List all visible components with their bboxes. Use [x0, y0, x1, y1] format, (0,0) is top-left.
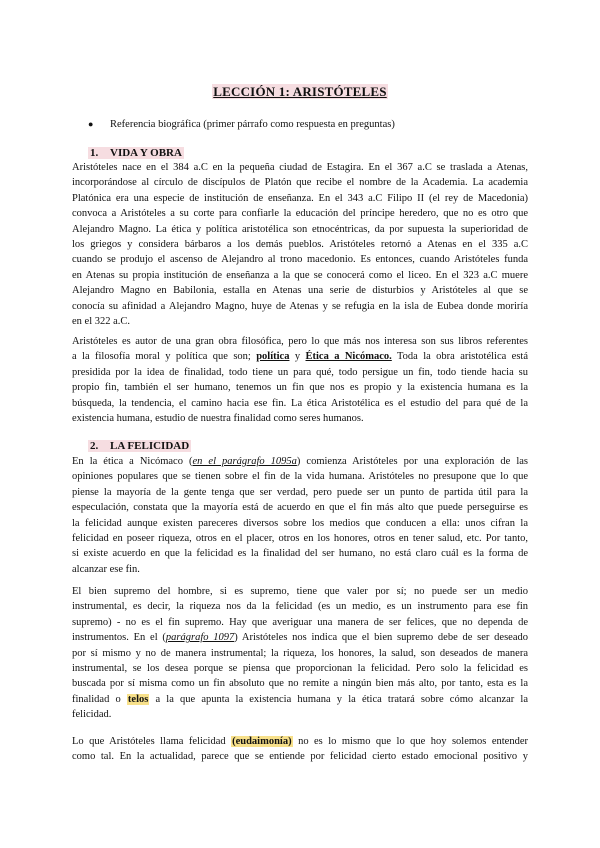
text-line: búsqueda, la tendencia, el camino hacia ese fin. La ética Aristotélica es el estudio del para qué de la — [72, 397, 528, 409]
text-fragment: instrumentos. — [72, 632, 129, 644]
text-fragment: y — [289, 351, 306, 363]
bullet-text: Referencia biográfica (primer párrafo como respuesta en preguntas) — [110, 119, 395, 130]
text-line: supremo) - no es el fin supremo. Hay que averiguar una manera de ser felices, que no dependa de — [72, 616, 528, 628]
text-line: felicidad. — [72, 709, 112, 721]
section-heading-vida-y-obra — [88, 147, 184, 159]
text-fragment: Lo que Aristóteles llama felicidad — [72, 736, 232, 747]
text-line: en el 322 a.C. — [72, 315, 131, 327]
text-line: instrumental, es decir, la riqueza nos da la felicidad (es un medio, es un instrumento para ese fin — [72, 601, 528, 613]
text-line: Alejandro Magno en Babilonia, estalla en Atenas una serie de disturbios y Aristóteles al que se — [72, 285, 528, 297]
text-line: presidida por la idea de finalidad, todo tiene un para qué, todo persigue un fin, todo tiende hacia su — [72, 366, 528, 378]
text-fragment: En el ( — [128, 632, 166, 644]
paragraph-vida — [72, 160, 528, 329]
text-fragment: ) comienza Aristóteles por una exploración de las — [296, 456, 528, 467]
text-fragment: a la filosofía moral y política que son; — [72, 351, 257, 363]
text-line: en Atenas su propia institución de enseñanza a la que se conocerá como el liceo. En el 323 a.C muere — [72, 269, 528, 281]
paragraph-eudaimonia — [72, 734, 528, 765]
text-line: existencia humana, estudio de nuestra finalidad como seres humanos. — [72, 412, 364, 424]
text-fragment: no es lo mismo que lo que hoy solemos entender — [292, 736, 528, 747]
highlight-eudaimonia: (eudaimonía) — [232, 736, 292, 747]
book-title-politica: política — [256, 351, 290, 363]
reference-1097: parágrafo 1097 — [165, 632, 235, 644]
text-fragment: finalidad o — [72, 693, 127, 705]
text-line: si existe acuerdo en que la felicidad es la finalidad del ser humano, no está claro cuál es la forma de — [72, 548, 528, 560]
text-line: especulación, constata que la mayoría está de acuerdo en que el fin más alto que puede perseguirse es — [72, 502, 528, 514]
text-line-with-reference — [72, 454, 528, 469]
text-fragment: ) Aristóteles nos indica que el bien supremo debe de ser deseado — [234, 632, 528, 644]
text-line: Aristóteles es autor de una gran obra filosófica, pero lo que más nos interesa son sus libros referentes — [72, 336, 528, 347]
paragraph-bien-supremo — [72, 584, 528, 723]
text-line-with-reference — [72, 630, 528, 645]
section-heading-felicidad — [88, 440, 191, 452]
text-line: felicidad en poseer riqueza, otros en el placer, otros en los honores, otros en tener salud, etc. Por tanto, — [72, 532, 528, 544]
text-line: opiniones populares que se tienen sobre el fin de la vida humana. Aristóteles no presupone que lo que — [72, 471, 528, 483]
bullet-icon: ● — [88, 119, 94, 129]
section-label: LA FELICIDAD — [110, 440, 190, 452]
book-title-etica: Ética a Nicómaco. — [305, 351, 392, 363]
text-line: incorporándose al círculo de discípulos de Platón que recibe el nombre de la Academia. La academia — [72, 177, 528, 189]
text-line: cuando se produjo el ascenso de Alejandro al trono macedonio. Es entonces, cuando Aristóteles funda — [72, 254, 528, 266]
text-line: como tal. En la actualidad, parece que se entiende por felicidad cierto estado emocional positivo y — [72, 751, 528, 763]
text-line: Aristóteles nace en el 384 a.C en la pequeña ciudad de Estagira. En el 367 a.C se traslada a Atenas, — [72, 162, 528, 173]
highlight-telos: telos — [127, 693, 149, 705]
paragraph-felicidad-1 — [72, 454, 528, 577]
text-line: Alejandro Magno. La ética y política aristotélica son etnocéntricas, da por supuesta la superioridad de — [72, 223, 528, 235]
text-line: Platónica era una especie de institución de enseñanza. En el 343 a.C Filipo II (el rey de Macedonia) — [72, 192, 528, 204]
bullet-item — [88, 119, 395, 130]
text-line-with-highlight — [72, 734, 528, 749]
text-line: propio fin, también el ser humano, tenemos un fin que nos es propio y la existencia humana es la — [72, 382, 528, 394]
text-line: convoca a Aristóteles a su corte para confiarle la educación del príncipe heredero, que no es otro que — [72, 208, 528, 220]
text-line: conocía su afinidad a Alejandro Magno, huye de Atenas y se refugia en la isla de Eubea donde moriría — [72, 300, 528, 312]
text-line: piense la mayoría de la gente tenga que ser verdad, pero puede ser un punto de partida útil para la — [72, 486, 528, 498]
section-label: VIDA Y OBRA — [110, 147, 182, 159]
text-line: por sí mismo y no de manera instrumental; la riqueza, los honores, la salud, son deseados de manera — [72, 647, 528, 659]
paragraph-obra — [72, 334, 528, 426]
text-line: la felicidad aunque existen pareceres diversos sobre los medios que conducen a ella: unos cifran la — [72, 517, 528, 529]
text-fragment: a la que apunta la existencia humana y la ética tratará sobre cómo alcanzar la — [149, 693, 529, 705]
text-line: buscada por sí misma como un fin absoluto que no remite a ningún bien más alto, por tanto, esta es la — [72, 678, 528, 690]
text-line: El bien supremo del hombre, si es supremo, tiene que valer por sí; no puede ser un medio — [72, 586, 528, 597]
document-title-text: LECCIÓN 1: ARISTÓTELES — [213, 84, 387, 99]
text-line-with-highlight — [72, 692, 528, 707]
document-title — [0, 84, 600, 100]
section-number: 1. — [90, 147, 99, 159]
text-line: los griegos y considera bárbaros a los demás pueblos. Aristóteles retornó a Atenas en el 335 a.C — [72, 238, 528, 250]
text-fragment: Toda la obra aristotélica está — [391, 351, 528, 363]
text-line: instrumental, se los desea porque se piensa que proporcionan la felicidad. Pero solo la felicidad es — [72, 662, 528, 674]
text-fragment: En la ética a Nicómaco ( — [72, 456, 193, 467]
text-line: alcanzar ese fin. — [72, 563, 140, 575]
section-number: 2. — [90, 440, 99, 452]
text-line-with-titles — [72, 349, 528, 364]
reference-1095a: en el parágrafo 1095a — [192, 456, 297, 467]
